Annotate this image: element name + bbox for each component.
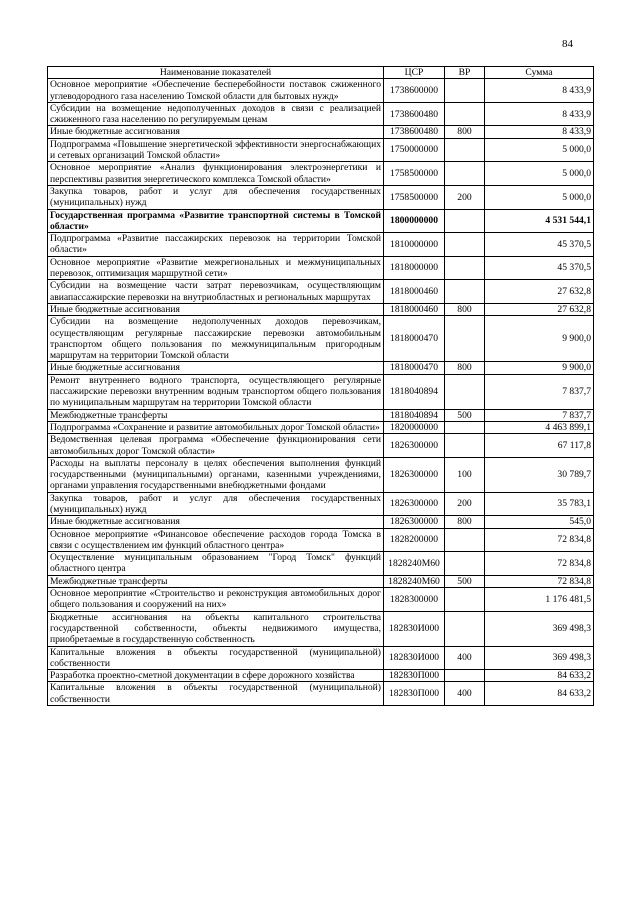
table-row <box>48 611 594 646</box>
row-csr-cell: 1818000470 <box>384 362 445 374</box>
table-row <box>48 670 594 682</box>
table-row <box>48 588 594 612</box>
row-csr-cell: 1750000000 <box>384 138 445 162</box>
row-vr-cell <box>445 280 485 304</box>
row-sum-cell: 4 463 899,1 <box>485 421 594 433</box>
row-name-cell: Иные бюджетные ассигнования <box>48 126 384 138</box>
row-vr-cell <box>445 528 485 552</box>
row-name-cell: Капитальные вложения в объекты государственной (муниципальной) собственности <box>48 682 384 706</box>
row-sum-cell: 7 837,7 <box>485 409 594 421</box>
table-row <box>48 362 594 374</box>
row-sum-cell: 45 370,5 <box>485 256 594 280</box>
row-vr-cell: 800 <box>445 303 485 315</box>
row-name-cell: Подпрограмма «Развитие пассажирских перевозок на территории Томской области» <box>48 233 384 257</box>
row-vr-cell <box>445 374 485 409</box>
table-row <box>48 280 594 304</box>
table-header-row <box>48 67 594 79</box>
row-sum-cell: 9 900,0 <box>485 362 594 374</box>
row-sum-cell: 35 783,1 <box>485 492 594 516</box>
row-csr-cell: 1828300000 <box>384 588 445 612</box>
row-vr-cell <box>445 670 485 682</box>
row-sum-cell: 30 789,7 <box>485 457 594 492</box>
row-name-cell: Основное мероприятие «Развитие межрегиональных и межмуниципальных перевозок, оптимизация маршрутной сети» <box>48 256 384 280</box>
table-row <box>48 79 594 103</box>
row-name-cell: Разработка проектно-сметной документации в сфере дорожного хозяйства <box>48 670 384 682</box>
row-sum-cell: 72 834,8 <box>485 552 594 576</box>
row-vr-cell <box>445 162 485 186</box>
row-csr-cell: 1758500000 <box>384 185 445 209</box>
row-sum-cell: 84 633,2 <box>485 682 594 706</box>
row-vr-cell <box>445 102 485 126</box>
row-csr-cell: 1818000000 <box>384 256 445 280</box>
row-vr-cell <box>445 138 485 162</box>
row-sum-cell: 545,0 <box>485 516 594 528</box>
row-name-cell: Иные бюджетные ассигнования <box>48 516 384 528</box>
row-vr-cell <box>445 209 485 233</box>
row-name-cell: Подпрограмма «Сохранение и развитие автомобильных дорог Томской области» <box>48 421 384 433</box>
row-csr-cell: 1828200000 <box>384 528 445 552</box>
row-name-cell: Ведомственная целевая программа «Обеспечение функционирования сети автомобильных дорог Томской области» <box>48 434 384 458</box>
row-name-cell: Расходы на выплаты персоналу в целях обеспечения выполнения функций государственными (муниципальными) органами, казенными учреждениями, органами управления государственными внебюджетными фондами <box>48 457 384 492</box>
table-row <box>48 409 594 421</box>
table-row <box>48 646 594 670</box>
row-csr-cell: 1810000000 <box>384 233 445 257</box>
budget-table <box>47 66 594 706</box>
row-name-cell: Основное мероприятие «Обеспечение бесперебойности поставок сжиженного углеводородного газа населению Томской области для бытовых нужд» <box>48 79 384 103</box>
page-number: 84 <box>562 38 573 50</box>
row-name-cell: Основное мероприятие «Строительство и реконструкция автомобильных дорог общего пользования и сооружений на них» <box>48 588 384 612</box>
row-vr-cell: 400 <box>445 646 485 670</box>
row-vr-cell <box>445 316 485 362</box>
row-vr-cell: 800 <box>445 362 485 374</box>
table-row <box>48 102 594 126</box>
row-csr-cell: 182830П000 <box>384 682 445 706</box>
row-name-cell: Государственная программа «Развитие транспортной системы в Томской области» <box>48 209 384 233</box>
header-csr: ЦСР <box>384 67 445 79</box>
row-sum-cell: 72 834,8 <box>485 575 594 587</box>
row-csr-cell: 1818040894 <box>384 374 445 409</box>
row-name-cell: Иные бюджетные ассигнования <box>48 362 384 374</box>
row-vr-cell: 500 <box>445 409 485 421</box>
table-row <box>48 316 594 362</box>
row-csr-cell: 1826300000 <box>384 516 445 528</box>
row-csr-cell: 1818040894 <box>384 409 445 421</box>
row-vr-cell <box>445 611 485 646</box>
row-csr-cell: 1826300000 <box>384 457 445 492</box>
row-name-cell: Осуществление муниципальным образованием "Город Томск" функций областного центра <box>48 552 384 576</box>
row-vr-cell <box>445 434 485 458</box>
table-row <box>48 492 594 516</box>
row-vr-cell: 800 <box>445 126 485 138</box>
row-vr-cell <box>445 421 485 433</box>
row-sum-cell: 8 433,9 <box>485 79 594 103</box>
row-sum-cell: 8 433,9 <box>485 126 594 138</box>
row-csr-cell: 1758500000 <box>384 162 445 186</box>
row-csr-cell: 1826300000 <box>384 492 445 516</box>
row-sum-cell: 369 498,3 <box>485 611 594 646</box>
row-name-cell: Подпрограмма «Повышение энергетической эффективности энергоснабжающих и сетевых организаций Томской области» <box>48 138 384 162</box>
row-vr-cell <box>445 552 485 576</box>
row-csr-cell: 182830И000 <box>384 611 445 646</box>
row-name-cell: Межбюджетные трансферты <box>48 409 384 421</box>
row-csr-cell: 1738600480 <box>384 102 445 126</box>
row-csr-cell: 1826300000 <box>384 434 445 458</box>
table-row <box>48 374 594 409</box>
row-csr-cell: 1818000460 <box>384 303 445 315</box>
row-csr-cell: 1818000460 <box>384 280 445 304</box>
row-sum-cell: 7 837,7 <box>485 374 594 409</box>
row-sum-cell: 27 632,8 <box>485 303 594 315</box>
table-row <box>48 457 594 492</box>
row-name-cell: Закупка товаров, работ и услуг для обеспечения государственных (муниципальных) нужд <box>48 185 384 209</box>
row-csr-cell: 1800000000 <box>384 209 445 233</box>
table-row <box>48 209 594 233</box>
row-sum-cell: 84 633,2 <box>485 670 594 682</box>
row-sum-cell: 8 433,9 <box>485 102 594 126</box>
table-row <box>48 552 594 576</box>
header-name: Наименование показателей <box>48 67 384 79</box>
row-vr-cell: 200 <box>445 185 485 209</box>
row-name-cell: Бюджетные ассигнования на объекты капитального строительства государственной собственности, объекты недвижимого имущества, приобретаемые в государственную собственность <box>48 611 384 646</box>
row-csr-cell: 1828240М60 <box>384 552 445 576</box>
row-csr-cell: 182830И000 <box>384 646 445 670</box>
table-row <box>48 303 594 315</box>
header-vr: ВР <box>445 67 485 79</box>
row-name-cell: Капитальные вложения в объекты государственной (муниципальной) собственности <box>48 646 384 670</box>
table-row <box>48 682 594 706</box>
row-name-cell: Ремонт внутреннего водного транспорта, осуществляющего регулярные пассажирские перевозки внутренним водным транспортом общего пользования по муниципальным маршрутам на территории Томской области <box>48 374 384 409</box>
row-name-cell: Межбюджетные трансферты <box>48 575 384 587</box>
row-sum-cell: 9 900,0 <box>485 316 594 362</box>
row-sum-cell: 369 498,3 <box>485 646 594 670</box>
table-row <box>48 434 594 458</box>
row-name-cell: Субсидии на возмещение недополученных доходов в связи с реализацией сжиженного газа населению по регулируемым ценам <box>48 102 384 126</box>
row-name-cell: Основное мероприятие «Финансовое обеспечение расходов города Томска в связи с осуществлением им функций областного центра» <box>48 528 384 552</box>
table-row <box>48 256 594 280</box>
row-vr-cell: 500 <box>445 575 485 587</box>
table-row <box>48 516 594 528</box>
row-vr-cell: 800 <box>445 516 485 528</box>
row-name-cell: Иные бюджетные ассигнования <box>48 303 384 315</box>
row-sum-cell: 72 834,8 <box>485 528 594 552</box>
table-row <box>48 138 594 162</box>
row-vr-cell <box>445 233 485 257</box>
row-csr-cell: 1818000470 <box>384 316 445 362</box>
row-sum-cell: 1 176 481,5 <box>485 588 594 612</box>
table-row <box>48 528 594 552</box>
row-csr-cell: 1738600000 <box>384 79 445 103</box>
row-csr-cell: 1828240М60 <box>384 575 445 587</box>
row-name-cell: Субсидии на возмещение части затрат перевозчикам, осуществляющим авиапассажирские перевозки на внутриобластных и региональных маршрутах <box>48 280 384 304</box>
row-sum-cell: 67 117,8 <box>485 434 594 458</box>
table-row <box>48 575 594 587</box>
table-row <box>48 162 594 186</box>
row-sum-cell: 5 000,0 <box>485 138 594 162</box>
row-vr-cell: 200 <box>445 492 485 516</box>
table-row <box>48 126 594 138</box>
row-sum-cell: 27 632,8 <box>485 280 594 304</box>
header-sum: Сумма <box>485 67 594 79</box>
row-vr-cell: 100 <box>445 457 485 492</box>
table-row <box>48 233 594 257</box>
row-sum-cell: 5 000,0 <box>485 162 594 186</box>
row-name-cell: Основное мероприятие «Анализ функционирования электроэнергетики и перспективы развития энергетического комплекса Томской области» <box>48 162 384 186</box>
row-csr-cell: 182830П000 <box>384 670 445 682</box>
row-sum-cell: 45 370,5 <box>485 233 594 257</box>
row-csr-cell: 1738600480 <box>384 126 445 138</box>
table-row <box>48 421 594 433</box>
row-vr-cell <box>445 588 485 612</box>
row-name-cell: Субсидии на возмещение недополученных доходов перевозчикам, осуществляющим регулярные пассажирские перевозки автомобильным транспортом общего пользования по межмуниципальным пригородным маршрутам на территории Томской области <box>48 316 384 362</box>
row-vr-cell: 400 <box>445 682 485 706</box>
row-csr-cell: 1820000000 <box>384 421 445 433</box>
table-body <box>48 79 594 706</box>
table-row <box>48 185 594 209</box>
row-vr-cell <box>445 79 485 103</box>
row-name-cell: Закупка товаров, работ и услуг для обеспечения государственных (муниципальных) нужд <box>48 492 384 516</box>
row-sum-cell: 4 531 544,1 <box>485 209 594 233</box>
row-sum-cell: 5 000,0 <box>485 185 594 209</box>
row-vr-cell <box>445 256 485 280</box>
